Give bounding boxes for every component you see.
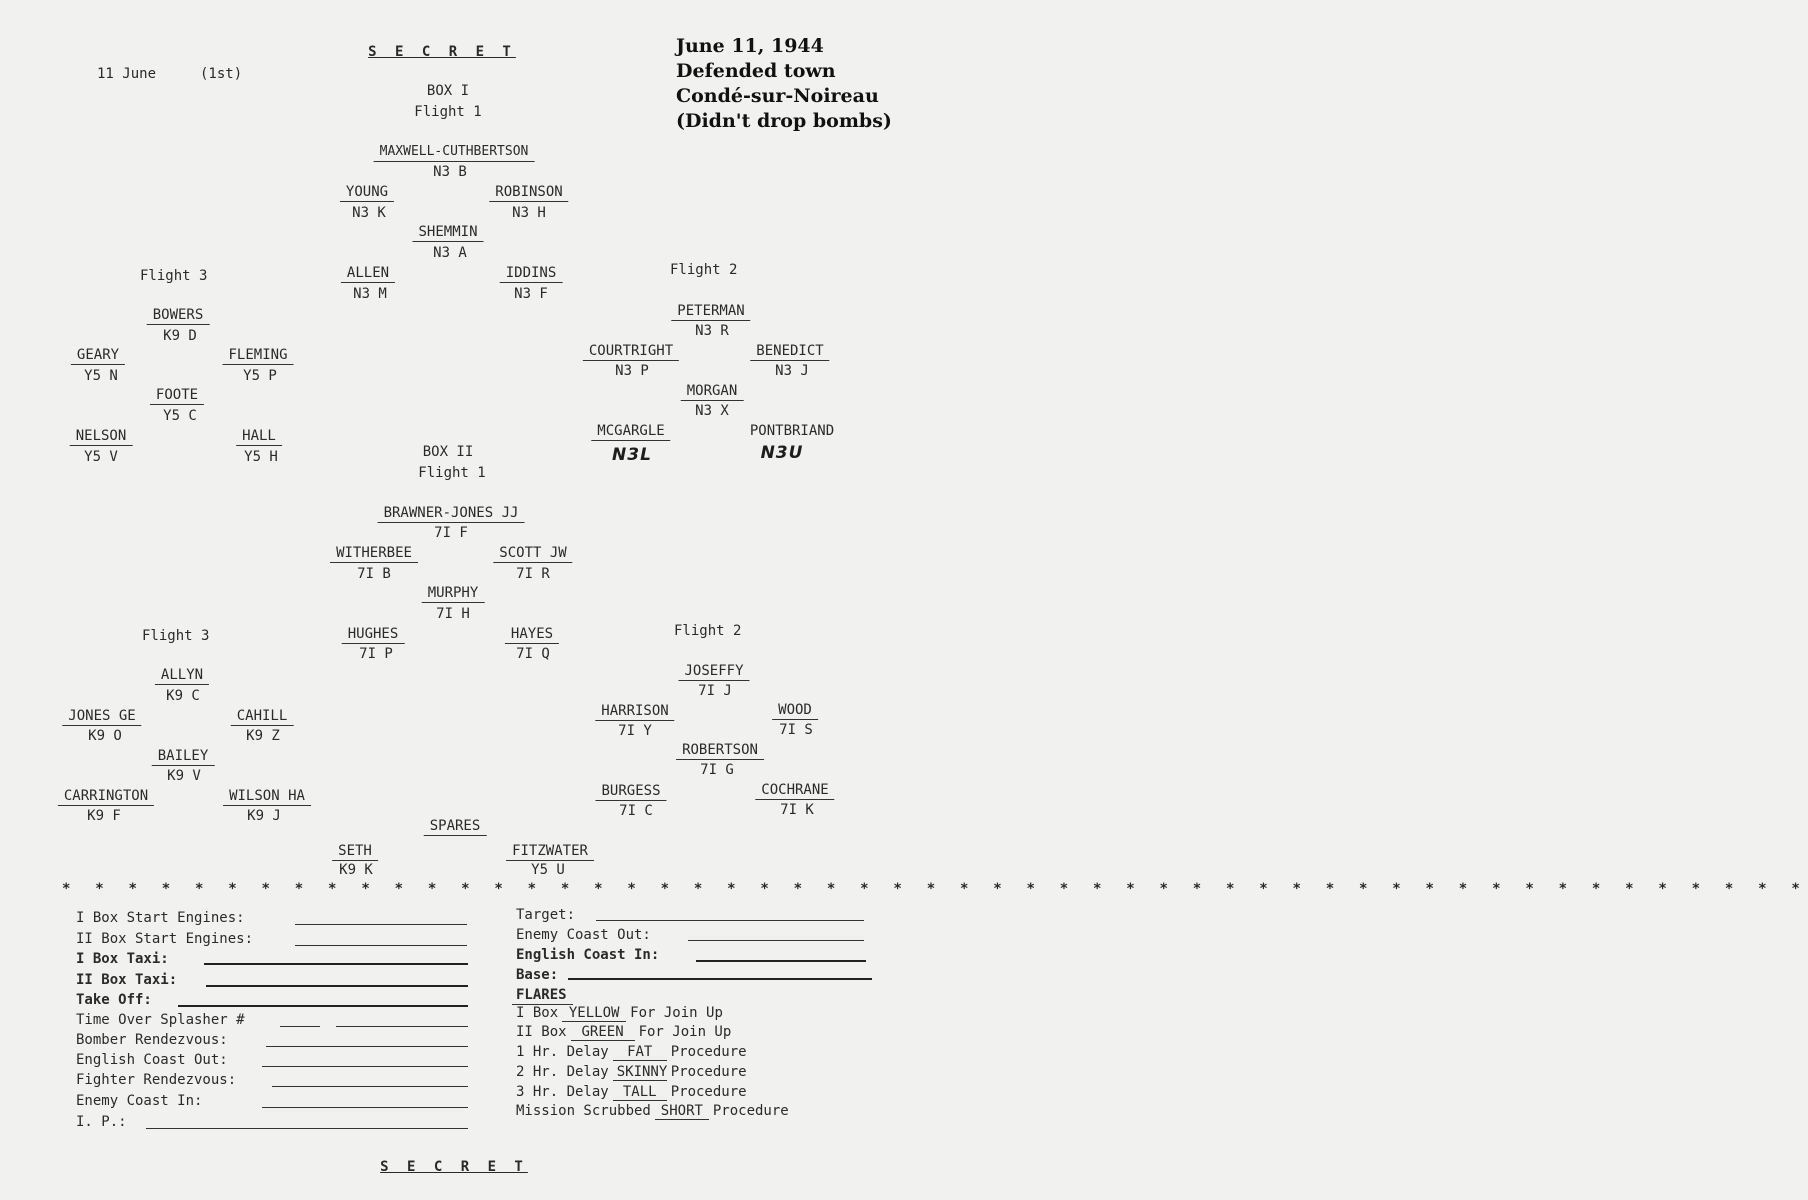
entry-line [336,1026,468,1027]
entry-line [266,1046,468,1047]
box1-flight2-title: Flight 2 [670,262,738,278]
annotation-target-type: Defended town [676,60,836,82]
crew-name: ALLYN [155,667,209,685]
aircraft-code: Y5 N [84,368,118,384]
field-label: English Coast Out: [76,1052,228,1068]
field-label: I Box Start Engines: [76,910,245,926]
crew-name: GEARY [71,347,125,365]
entry-line [280,1026,320,1027]
aircraft-code: Y5 C [163,408,197,424]
crew-name: WOOD [772,702,818,720]
handwritten-aircraft-code: N3L [612,445,652,465]
entry-line [295,924,467,925]
crew-name: CAHILL [231,708,294,726]
aircraft-code: N3 H [512,205,546,221]
flare-row-tail: Procedure [670,1084,747,1100]
crew-name: BRAWNER-JONES JJ [378,505,525,523]
annotation-town: Condé-sur-Noireau [676,85,879,107]
flare-row-label: II Box [516,1024,567,1040]
crew-name: ROBINSON [489,184,568,202]
entry-line [596,920,864,921]
flare-value: GREEN [571,1024,635,1041]
flare-row-tail: For Join Up [630,1005,723,1021]
aircraft-code: K9 K [339,862,373,878]
crew-name: BAILEY [152,748,215,766]
flare-row-tail: Procedure [670,1064,747,1080]
flare-row-label: 2 Hr. Delay [516,1064,609,1080]
crew-name: HALL [236,428,282,446]
sheet-date: 11 June [97,66,157,82]
flare-row [516,1005,723,1022]
flare-row [516,1064,747,1081]
classification-top: S E C R E T [368,44,516,60]
flare-row-tail: Procedure [670,1044,747,1060]
aircraft-code: N3 M [353,286,387,302]
aircraft-code: K9 C [166,688,200,704]
crew-name: MORGAN [681,383,744,401]
entry-line [295,945,467,946]
flare-row-label: 3 Hr. Delay [516,1084,609,1100]
entry-line [262,1066,468,1067]
spares-title: SPARES [424,818,487,836]
flare-row [516,1084,747,1101]
flares-title: FLARES [512,987,573,1005]
entry-line [146,1128,468,1129]
annotation-date: June 11, 1944 [676,35,824,57]
crew-name: BURGESS [595,783,666,801]
flare-value: YELLOW [562,1005,626,1022]
aircraft-code: Y5 V [84,449,118,465]
annotation-result: (Didn't drop bombs) [676,110,892,132]
handwritten-aircraft-code: N3U [760,443,804,463]
entry-line [688,940,864,941]
entry-line [696,960,866,962]
aircraft-code: 7I C [619,803,653,819]
entry-line [206,985,468,987]
aircraft-code: 7I Q [516,646,550,662]
aircraft-code: N3 X [695,403,729,419]
crew-name: MCGARGLE [591,423,670,441]
aircraft-code: K9 Z [246,728,280,744]
field-label: II Box Taxi: [76,972,178,988]
entry-line [178,1005,468,1007]
sortie-number: (1st) [200,66,243,82]
aircraft-code: K9 F [87,808,121,824]
flare-row [516,1024,731,1041]
crew-name: WITHERBEE [330,545,418,563]
flare-row-label: I Box [516,1005,559,1021]
aircraft-code: Y5 H [244,449,278,465]
box1-flight3-title: Flight 3 [140,268,208,284]
crew-name: IDDINS [500,265,563,283]
aircraft-code: N3 P [615,363,649,379]
flare-row-label: 1 Hr. Delay [516,1044,609,1060]
aircraft-code: 7I R [516,566,550,582]
crew-name: PETERMAN [671,303,750,321]
crew-name: CARRINGTON [58,788,154,806]
aircraft-code: 7I H [436,606,470,622]
crew-name: NELSON [70,428,133,446]
field-label: Time Over Splasher # [76,1012,245,1028]
crew-name: PONTBRIAND [749,423,835,439]
flare-row-tail: For Join Up [638,1024,732,1040]
crew-name: ALLEN [341,265,395,283]
aircraft-code: 7I Y [618,723,652,739]
field-label: Take Off: [76,992,152,1008]
crew-name: YOUNG [340,184,394,202]
crew-name: SETH [332,843,378,861]
field-label: Target: [516,907,576,923]
crew-name: SCOTT JW [493,545,572,563]
entry-line [568,978,872,980]
field-label: Base: [516,967,559,983]
crew-name: MURPHY [422,585,485,603]
crew-name: ROBERTSON [676,742,764,760]
aircraft-code: 7I B [357,566,391,582]
classification-bottom: S E C R E T [380,1159,528,1175]
aircraft-code: 7I J [698,683,732,699]
field-label: Enemy Coast Out: [516,927,651,943]
flare-row [516,1044,747,1061]
handwritten-annotation [676,34,916,134]
aircraft-code: 7I K [780,802,814,818]
box2-flight2-title: Flight 2 [674,623,742,639]
box2-flight1-title: Flight 1 [418,465,486,481]
field-label: I. P.: [76,1114,127,1130]
aircraft-code: K9 D [163,328,197,344]
box1-flight1-title: Flight 1 [414,104,482,120]
field-label: II Box Start Engines: [76,931,254,947]
aircraft-code: N3 K [352,205,386,221]
crew-name: HUGHES [342,626,405,644]
flare-value: FAT [613,1044,667,1061]
field-label: Enemy Coast In: [76,1093,203,1109]
flare-value: TALL [613,1084,667,1101]
aircraft-code: N3 F [514,286,548,302]
crew-name: COURTRIGHT [583,343,679,361]
aircraft-code: 7I S [779,722,813,738]
flare-row-label: Mission Scrubbed [516,1103,651,1119]
aircraft-code: N3 A [433,245,467,261]
box2-title: BOX II [422,444,474,460]
field-label: Bomber Rendezvous: [76,1032,228,1048]
crew-name: MAXWELL-CUTHBERTSON [374,144,535,162]
flare-row [516,1103,789,1120]
aircraft-code: K9 V [167,768,201,784]
entry-line [262,1107,468,1108]
entry-line [204,963,468,965]
crew-name: JOSEFFY [678,663,749,681]
field-label: English Coast In: [516,947,660,963]
crew-name: BENEDICT [750,343,829,361]
field-label: I Box Taxi: [76,951,169,967]
crew-name: FITZWATER [506,843,594,861]
crew-name: WILSON HA [223,788,311,806]
box2-flight3-title: Flight 3 [142,628,210,644]
crew-name: FOOTE [150,387,204,405]
crew-name: JONES GE [62,708,141,726]
crew-name: HAYES [505,626,559,644]
aircraft-code: N3 B [433,164,467,180]
aircraft-code: K9 O [88,728,122,744]
crew-name: SHEMMIN [412,224,483,242]
aircraft-code: N3 R [695,323,729,339]
aircraft-code: K9 J [247,808,281,824]
aircraft-code: 7I G [700,762,734,778]
flare-value: SKINNY [613,1064,667,1081]
crew-name: COCHRANE [755,782,834,800]
entry-line [272,1086,468,1087]
flare-value: SHORT [655,1103,709,1120]
aircraft-code: N3 J [775,363,809,379]
crew-name: BOWERS [147,307,210,325]
crew-name: FLEMING [222,347,293,365]
crew-name: HARRISON [595,703,674,721]
box1-title: BOX I [426,83,470,99]
flare-row-tail: Procedure [712,1103,789,1119]
aircraft-code: 7I F [434,525,468,541]
star-divider: * * * * * * * * * * * * * * * * * * * * * * * * * * * * * * * * * * * * * * * * * * * * * * * * * * * * * [62,881,1808,897]
aircraft-code: Y5 U [531,862,565,878]
aircraft-code: 7I P [359,646,393,662]
field-label: Fighter Rendezvous: [76,1072,237,1088]
aircraft-code: Y5 P [243,368,277,384]
